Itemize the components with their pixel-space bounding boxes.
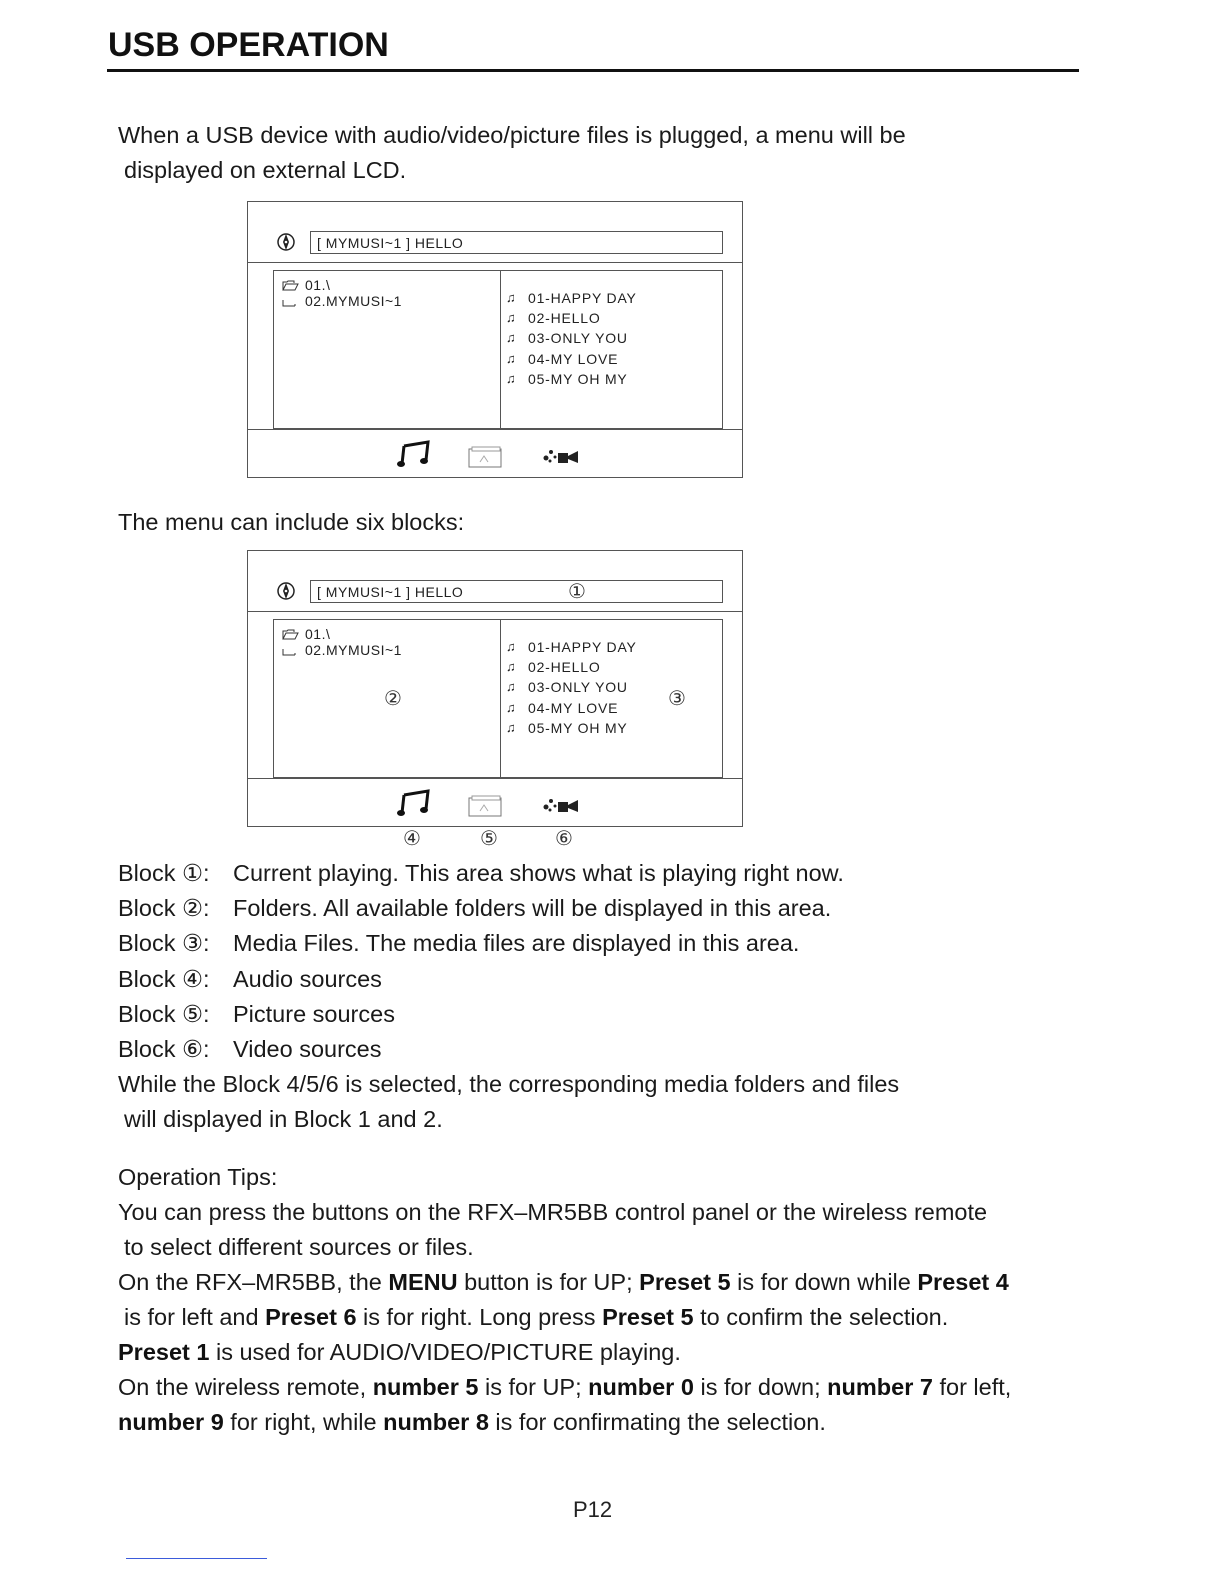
block-row xyxy=(118,1032,899,1067)
tips-line xyxy=(118,1370,1011,1405)
now-playing-box: [ MYMUSI~1 ] HELLO xyxy=(310,580,723,603)
block-label: Block ④: xyxy=(118,965,210,992)
text: for left, xyxy=(932,1374,1012,1400)
music-file-icon: ♫ xyxy=(506,370,517,386)
number-key: number 7 xyxy=(827,1374,933,1400)
block-label: Block ⑥: xyxy=(118,1036,210,1063)
file-item[interactable] xyxy=(506,288,637,308)
music-note-icon[interactable] xyxy=(396,440,434,468)
file-item[interactable] xyxy=(506,718,637,738)
block-descriptions xyxy=(118,856,899,1138)
text: is for UP; xyxy=(478,1374,589,1400)
file-list xyxy=(506,288,637,389)
picture-icon[interactable] xyxy=(468,795,502,817)
music-file-icon: ♫ xyxy=(506,290,517,305)
now-playing-box: [ MYMUSI~1 ] HELLO xyxy=(310,231,723,254)
folder-icon xyxy=(282,296,299,307)
file-label: 05-MY OH MY xyxy=(528,719,628,736)
music-note-icon[interactable] xyxy=(396,789,434,817)
music-file-icon: ♫ xyxy=(506,679,517,695)
preset-key: Preset 5 xyxy=(602,1304,694,1330)
file-label: 03-ONLY YOU xyxy=(528,330,628,347)
block-row xyxy=(118,997,899,1032)
block-desc: Picture sources xyxy=(233,1000,395,1027)
file-item[interactable] xyxy=(506,369,637,389)
folder-item[interactable] xyxy=(282,626,402,642)
folder-item[interactable] xyxy=(282,642,402,658)
number-key: number 9 xyxy=(118,1409,224,1435)
block-note-line-1: While the Block 4/5/6 is selected, the corresponding media folders and files xyxy=(118,1071,900,1098)
text: On the wireless remote, xyxy=(118,1374,373,1400)
link-underline xyxy=(126,1558,267,1559)
block-marker-5: ⑤ xyxy=(480,828,498,850)
block-desc: Video sources xyxy=(233,1036,382,1063)
music-file-icon: ♫ xyxy=(506,699,517,715)
block-row xyxy=(118,891,899,926)
divider xyxy=(248,262,742,263)
block-row xyxy=(118,926,899,961)
music-file-icon: ♫ xyxy=(506,310,517,326)
divider xyxy=(248,611,742,612)
preset-key: Preset 6 xyxy=(265,1304,357,1330)
panel-divider xyxy=(500,271,501,428)
title-underline xyxy=(107,69,1079,72)
usb-menu-screen-1 xyxy=(247,201,743,478)
page-title: USB OPERATION xyxy=(108,26,389,64)
file-item[interactable] xyxy=(506,698,637,718)
file-item[interactable] xyxy=(506,349,637,369)
menu-key: MENU xyxy=(388,1269,458,1295)
tips-line: to select different sources or files. xyxy=(124,1234,474,1260)
divider xyxy=(248,778,742,779)
text: On the RFX–MR5BB, the xyxy=(118,1269,389,1295)
browser-panel xyxy=(273,270,723,429)
intro-line-2: displayed on external LCD. xyxy=(124,157,407,183)
text: is for down while xyxy=(730,1269,918,1295)
music-file-icon: ♫ xyxy=(506,350,517,366)
text: is for left and xyxy=(124,1304,266,1330)
panel-divider xyxy=(500,620,501,777)
file-label: 01-HAPPY DAY xyxy=(528,639,637,655)
folder-item[interactable] xyxy=(282,293,402,309)
block-marker-1: ① xyxy=(568,581,586,603)
intro-line-1: When a USB device with audio/video/picture files is plugged, a menu will be xyxy=(118,122,906,148)
file-label: 05-MY OH MY xyxy=(528,370,628,387)
file-label: 04-MY LOVE xyxy=(528,699,619,716)
divider xyxy=(248,429,742,430)
block-marker-2: ② xyxy=(384,688,402,710)
text: button is for UP; xyxy=(457,1269,640,1295)
usb-menu-screen-2 xyxy=(247,550,743,827)
file-item[interactable] xyxy=(506,637,637,657)
operation-tips xyxy=(118,1160,1011,1440)
tips-line xyxy=(118,1300,1011,1335)
folder-label: 02.MYMUSI~1 xyxy=(305,293,402,309)
block-label: Block ③: xyxy=(118,930,210,957)
disc-icon xyxy=(277,582,295,600)
folder-label: 01.\ xyxy=(305,277,331,293)
page-number: P12 xyxy=(573,1497,613,1522)
video-icon[interactable] xyxy=(540,445,584,467)
tips-line xyxy=(118,1405,1011,1440)
intro-paragraph xyxy=(118,118,906,188)
music-file-icon: ♫ xyxy=(506,719,517,735)
file-item[interactable] xyxy=(506,677,637,697)
block-desc: Current playing. This area shows what is playing right now. xyxy=(233,860,844,886)
text: is for right. Long press xyxy=(356,1304,603,1330)
text: to confirm the selection. xyxy=(693,1304,949,1330)
preset-key: Preset 4 xyxy=(917,1269,1009,1295)
block-marker-3: ③ xyxy=(668,688,686,710)
music-file-icon: ♫ xyxy=(506,330,517,346)
block-row xyxy=(118,962,899,997)
tips-line xyxy=(118,1335,1011,1370)
number-key: number 8 xyxy=(383,1409,489,1435)
block-marker-6: ⑥ xyxy=(555,828,573,850)
folder-list xyxy=(282,626,402,658)
music-file-icon: ♫ xyxy=(506,659,517,675)
folder-label: 02.MYMUSI~1 xyxy=(305,642,402,658)
file-label: 04-MY LOVE xyxy=(528,350,619,367)
preset-key: Preset 1 xyxy=(118,1339,210,1365)
browser-panel xyxy=(273,619,723,778)
disc-icon xyxy=(277,233,295,251)
video-icon[interactable] xyxy=(540,794,584,816)
block-desc: Audio sources xyxy=(233,965,382,992)
file-item[interactable] xyxy=(506,328,637,348)
file-label: 02-HELLO xyxy=(528,310,601,327)
block-label: Block ⑤: xyxy=(118,1000,210,1027)
block-label: Block ②: xyxy=(118,895,210,922)
folder-list xyxy=(282,277,402,309)
number-key: number 5 xyxy=(372,1374,479,1400)
block-marker-4: ④ xyxy=(403,828,421,850)
file-label: 01-HAPPY DAY xyxy=(528,290,637,306)
folder-item[interactable] xyxy=(282,277,402,293)
file-item[interactable] xyxy=(506,308,637,328)
text: is for down; xyxy=(693,1374,828,1400)
folder-icon xyxy=(282,645,299,656)
tips-line: You can press the buttons on the RFX–MR5BB control panel or the wireless remote xyxy=(118,1199,988,1225)
block-desc: Media Files. The media files are displayed in this area. xyxy=(233,930,800,957)
tips-line xyxy=(118,1265,1011,1300)
picture-icon[interactable] xyxy=(468,446,502,468)
text: is for confirmating the selection. xyxy=(488,1409,826,1435)
text: for right, while xyxy=(223,1409,384,1435)
preset-key: Preset 5 xyxy=(639,1269,731,1295)
text: is used for AUDIO/VIDEO/PICTURE playing. xyxy=(209,1339,681,1365)
block-row xyxy=(118,856,899,891)
file-label: 03-ONLY YOU xyxy=(528,679,628,696)
block-note-line-2: will displayed in Block 1 and 2. xyxy=(124,1106,443,1133)
blocks-intro: The menu can include six blocks: xyxy=(118,509,465,535)
file-item[interactable] xyxy=(506,657,637,677)
open-folder-icon xyxy=(282,629,299,640)
music-file-icon: ♫ xyxy=(506,639,517,654)
block-desc: Folders. All available folders will be displayed in this area. xyxy=(233,895,832,922)
file-list xyxy=(506,637,637,738)
open-folder-icon xyxy=(282,280,299,291)
folder-label: 01.\ xyxy=(305,626,331,642)
number-key: number 0 xyxy=(588,1374,694,1400)
file-label: 02-HELLO xyxy=(528,659,601,676)
block-label: Block ①: xyxy=(118,860,210,886)
tips-heading: Operation Tips: xyxy=(118,1164,278,1190)
